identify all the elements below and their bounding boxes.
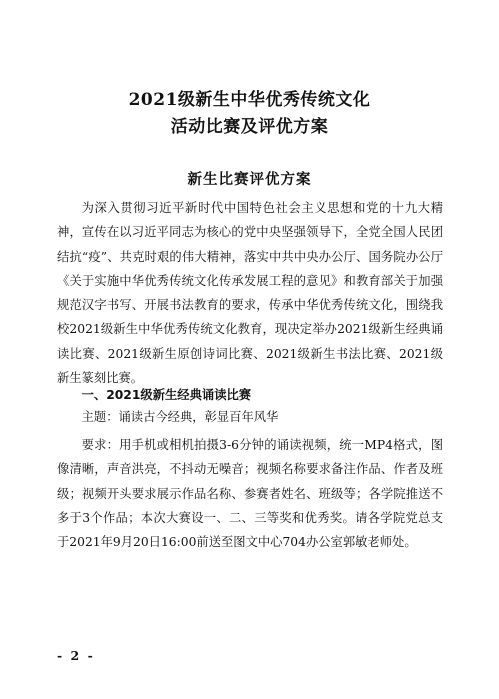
section1-heading: 一、2021级新生经典诵读比赛	[81, 388, 252, 402]
section1-theme: 主题：诵读古今经典，彰显百年风华	[81, 410, 279, 424]
intro-paragraph: 为深入贯彻习近平新时代中国特色社会主义思想和党的十九大精神，宣传在以习近平同志为核心的党中央坚强领导下，全党全国人民团结抗“疫”、共克时艰的伟大精神，落实中共中央办公厅、国务院办公厅《关于实施中华优秀传统文化传承发展工程的意见》和教育部关于加强规范汉字书写、开展书法教育的要求，传承中华优秀传统文化，围绕我校2021级新生中华优秀传统文化教育，现决定举办2021级新生经典诵读比赛、2021级新生原创诗词比赛、2021级新生书法比赛、2021级新生篆刻比赛。	[57, 201, 443, 386]
section1-requirements: 要求：用手机或相机拍摄3-6分钟的诵读视频，统一MP4格式，图像清晰，声音洪亮，不抖动无噪音；视频名称要求备注作品、作者及班级；视频开头要求展示作品名称、参赛者姓名、班级等；各学院推送不多于3个作品；本次大赛设一、二、三等奖和优秀奖。请各学院党总支于2021年9月20日16:00前送至图文中心704办公室郭敏老师处。	[57, 438, 443, 550]
document-title-line2: 活动比赛及评优方案	[170, 117, 329, 137]
document-subtitle: 新生比赛评优方案	[187, 171, 312, 188]
document-title-line1: 2021级新生中华优秀传统文化	[128, 90, 371, 110]
page-number: - 2 -	[57, 648, 95, 663]
